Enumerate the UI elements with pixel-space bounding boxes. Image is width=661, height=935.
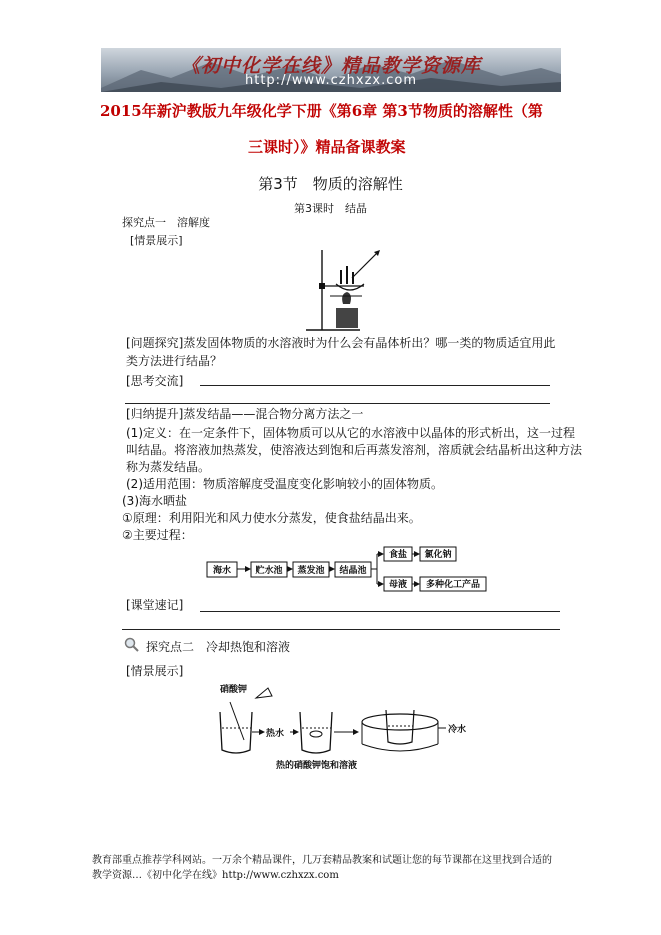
section-title: 第3节 物质的溶解性 [258,175,403,193]
evaporation-apparatus-figure [300,248,386,334]
banner-title: 《初中化学在线》精品教学资源库 [180,55,481,77]
question-text: [问题探究]蒸发固体物质的水溶液时为什么会有晶体析出？哪一类的物质适宜用此 [126,336,556,350]
notes-line-2[interactable] [122,629,560,630]
scope-text: (2)适用范围：物质溶解度受温度变化影响较小的固体物质。 [126,477,444,491]
label-cold-water: 冷水 [448,725,467,735]
flow-pond1: 贮水池 [255,566,283,576]
think-label: [思考交流] [126,374,184,388]
cooling-crystallization-figure [210,682,490,772]
definition-line2: 叫结晶。将溶液加热蒸发，使溶液达到饱和后再蒸发溶剂，溶质就会结晶析出这种方法 [126,443,583,457]
point2-heading: 探究点二 冷却热饱和溶液 [146,640,291,654]
footer-line1: 教育部重点推荐学科网站。一万余个精品课件，几万套精品教案和试题让您的每节课都在这里找到合适的 [92,855,552,866]
point2-scene-label: [情景展示] [126,664,184,678]
question-text-cont: 类方法进行结晶？ [126,354,223,368]
notes-label: [课堂速记] [126,598,184,612]
summary-label: [归纳提升]蒸发结晶——混合物分离方法之一 [126,407,364,421]
footer-ad [92,853,572,883]
flow-pond3: 结晶池 [339,566,367,576]
flow-seawater: 海水 [212,566,232,576]
document-title-line1: 2015年新沪教版九年级化学下册《第6章 第3节物质的溶解性（第 [100,102,543,120]
principle-text: ①原理：利用阳光和风力使水分蒸发，使食盐结晶出来。 [122,511,421,525]
magnifier-icon [124,637,140,653]
process-label: ②主要过程： [122,528,193,542]
label-kno3: 硝酸钾 [220,685,248,695]
answer-line-2[interactable] [125,403,550,404]
flow-brine: 母液 [388,580,408,590]
site-banner [101,48,561,92]
banner-url[interactable]: http://www.czhxzx.com [245,73,417,88]
label-hot-water: 热水 [266,729,285,739]
flow-nacl: 氯化钠 [424,550,452,560]
definition-line1: (1)定义：在一定条件下，固体物质可以从它的水溶液中以晶体的形式析出，这一过程 [126,426,576,440]
footer-line2[interactable]: 教学资源…《初中化学在线》http://www.czhxzx.com [92,870,339,881]
flow-salt: 食盐 [388,550,408,560]
point1-scene-label: [情景展示] [130,234,183,247]
lesson-title: 第3课时 结晶 [294,202,367,215]
flow-pond2: 蒸发池 [297,566,325,576]
notes-line-1[interactable] [200,611,560,612]
sea-salt-flow-diagram [205,545,505,595]
document-title-line2: 三课时）》精品备课教案 [248,138,406,156]
point1-heading: 探究点一 溶解度 [122,216,210,229]
label-hot-solution: 热的硝酸钾饱和溶液 [276,761,358,771]
definition-line3: 称为蒸发结晶。 [126,460,211,474]
answer-line-1[interactable] [200,385,550,386]
sea-salt-heading: (3)海水晒盐 [122,494,187,508]
flow-chem: 多种化工产品 [425,580,481,590]
